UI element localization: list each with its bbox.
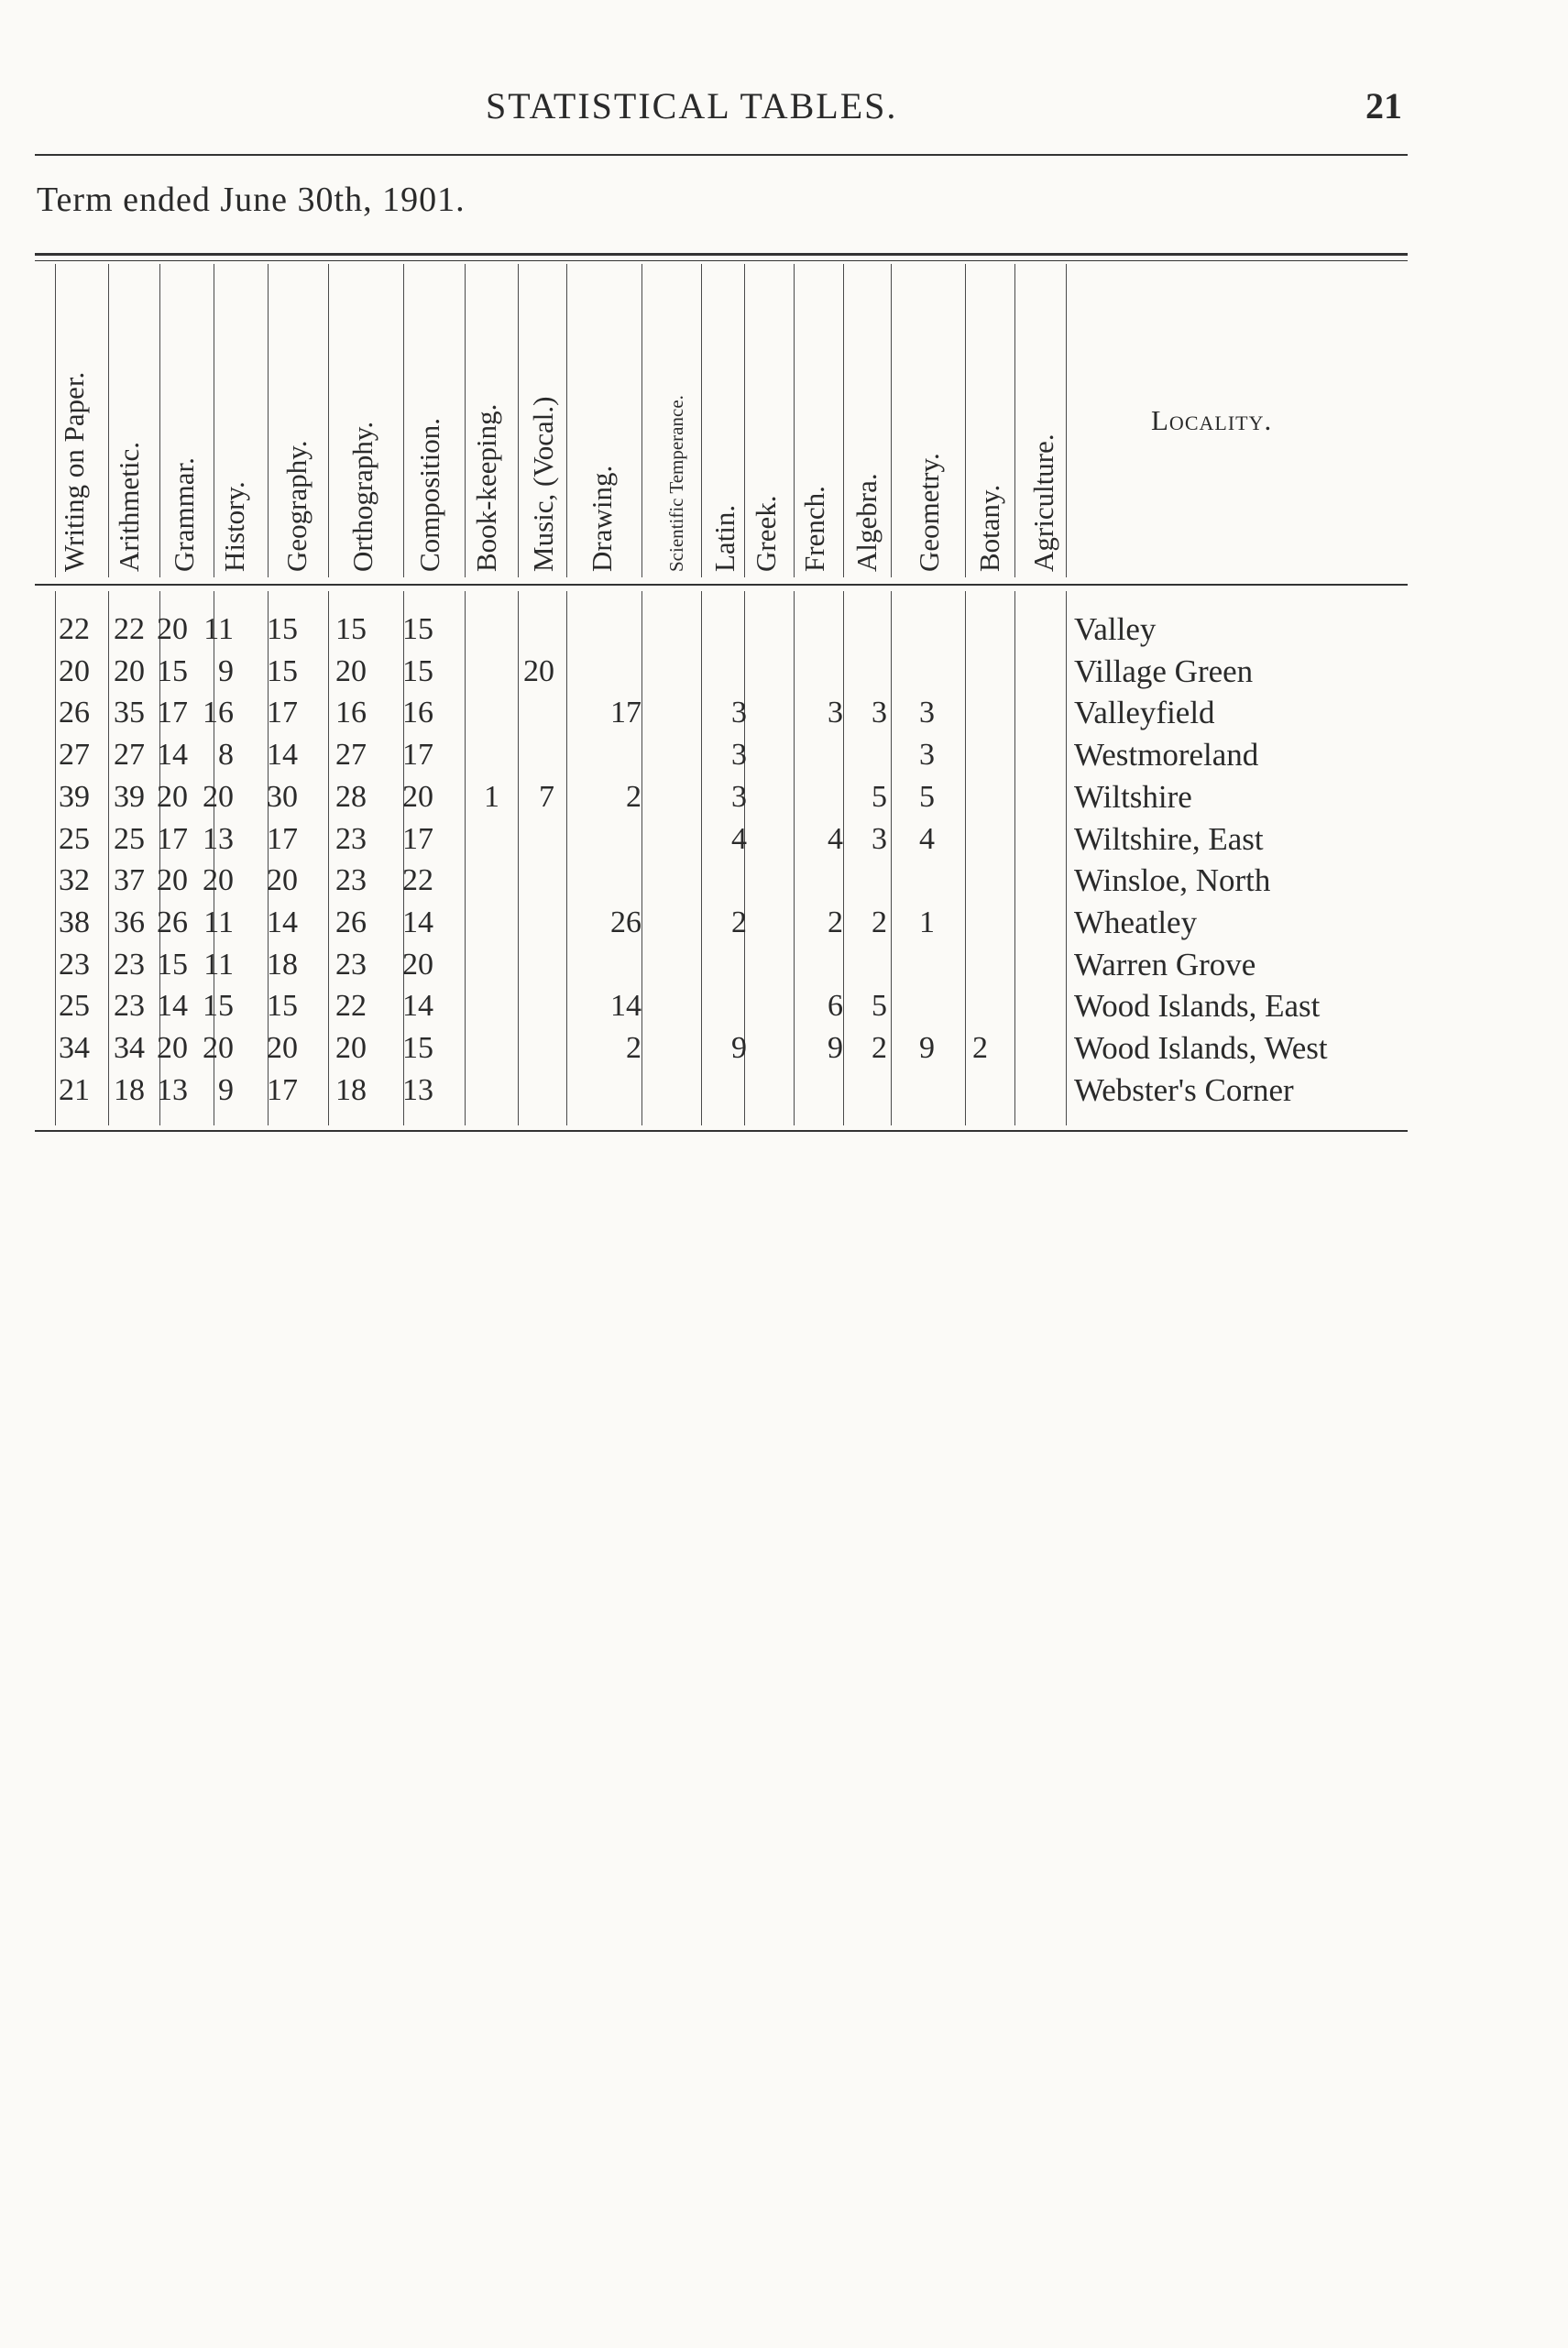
table-cell: 15 <box>402 1031 433 1065</box>
header-column-divider <box>1066 264 1067 577</box>
header-column-divider <box>744 264 745 577</box>
body-column-divider <box>1014 591 1015 1125</box>
column-header: Geography. <box>280 440 313 572</box>
table-cell: 1 <box>919 905 935 939</box>
table-cell: 23 <box>335 947 367 982</box>
table-cell: 4 <box>731 821 747 856</box>
table-cell: 20 <box>203 1031 234 1065</box>
table-cell: 27 <box>114 738 145 773</box>
column-header: Orthography. <box>345 421 378 572</box>
table-cell: 26 <box>59 696 90 730</box>
page-number: 21 <box>1365 85 1402 126</box>
table-cell: 35 <box>114 696 145 730</box>
table-cell: 7 <box>539 779 554 814</box>
table-cell: 2 <box>872 1031 887 1065</box>
table-cell: 17 <box>402 738 433 773</box>
column-header: Composition. <box>412 418 445 572</box>
table-cell: 9 <box>919 1031 935 1065</box>
table-cell: 1 <box>484 779 499 814</box>
table-cell: 23 <box>114 947 145 982</box>
table-cell: 14 <box>610 989 641 1024</box>
locality-cell: Village Green <box>1074 653 1254 689</box>
locality-cell: Wiltshire <box>1074 778 1192 815</box>
table-cell: 11 <box>203 947 234 982</box>
header-column-divider <box>108 264 109 577</box>
body-column-divider <box>1066 591 1067 1125</box>
table-cell: 28 <box>335 779 367 814</box>
locality-cell: Warren Grove <box>1074 946 1256 982</box>
table-cell: 9 <box>731 1031 747 1065</box>
table-cell: 25 <box>59 821 90 856</box>
table-cell: 2 <box>828 905 843 939</box>
table-cell: 26 <box>157 905 188 939</box>
table-cell: 20 <box>157 863 188 898</box>
header-column-divider <box>518 264 519 577</box>
table-cell: 15 <box>267 989 298 1024</box>
table-cell: 15 <box>203 989 234 1024</box>
header-column-divider <box>566 264 567 577</box>
table-cell: 26 <box>610 905 641 939</box>
table-cell: 14 <box>402 905 433 939</box>
table-cell: 20 <box>157 1031 188 1065</box>
table-cell: 17 <box>157 821 188 856</box>
column-header: Agriculture. <box>1026 433 1059 572</box>
table-cell: 3 <box>731 779 747 814</box>
table-cell: 2 <box>731 905 747 939</box>
locality-cell: Webster's Corner <box>1074 1071 1294 1108</box>
header-column-divider <box>159 264 160 577</box>
table-cell: 20 <box>203 863 234 898</box>
header-column-divider <box>403 264 404 577</box>
table-cell: 20 <box>203 779 234 814</box>
header-column-divider <box>843 264 844 577</box>
table-cell: 3 <box>731 696 747 730</box>
table-cell: 27 <box>59 738 90 773</box>
table-cell: 14 <box>267 738 298 773</box>
body-column-divider <box>566 591 567 1125</box>
table-cell: 20 <box>267 1031 298 1065</box>
locality-cell: Valleyfield <box>1074 695 1215 731</box>
table-cell: 3 <box>919 696 935 730</box>
table-cell: 18 <box>335 1072 367 1107</box>
table-cell: 3 <box>828 696 843 730</box>
column-header: History. <box>217 481 250 572</box>
table-cell: 4 <box>919 821 935 856</box>
table-cell: 17 <box>267 1072 298 1107</box>
table-cell: 20 <box>267 863 298 898</box>
table-cell: 5 <box>872 989 887 1024</box>
locality-cell: Winsloe, North <box>1074 862 1271 899</box>
table-cell: 37 <box>114 863 145 898</box>
table-cell: 16 <box>203 696 234 730</box>
column-header: French. <box>797 486 830 572</box>
table-cell: 20 <box>402 947 433 982</box>
table-cell: 13 <box>203 821 234 856</box>
table-cell: 23 <box>335 863 367 898</box>
table-cell: 39 <box>114 779 145 814</box>
table-cell: 25 <box>114 821 145 856</box>
table-cell: 20 <box>59 653 90 688</box>
table-cell: 2 <box>872 905 887 939</box>
table-cell: 20 <box>157 612 188 646</box>
column-header: Geometry. <box>912 453 945 572</box>
column-header: Writing on Paper. <box>57 371 90 572</box>
table-cell: 39 <box>59 779 90 814</box>
column-header: Botany. <box>972 484 1005 572</box>
header-bottom-rule <box>35 584 1408 586</box>
table-cell: 22 <box>114 612 145 646</box>
table-cell: 11 <box>203 905 234 939</box>
table-cell: 15 <box>157 653 188 688</box>
table-top-rule <box>35 253 1408 256</box>
table-cell: 17 <box>267 696 298 730</box>
column-header: Grammar. <box>167 457 200 572</box>
table-cell: 20 <box>523 653 554 688</box>
table-cell: 20 <box>114 653 145 688</box>
table-cell: 6 <box>828 989 843 1024</box>
table-cell: 15 <box>267 653 298 688</box>
locality-cell: Westmoreland <box>1074 737 1259 774</box>
table-cell: 16 <box>402 696 433 730</box>
table-cell: 5 <box>872 779 887 814</box>
table-cell: 17 <box>267 821 298 856</box>
table-cell: 14 <box>402 989 433 1024</box>
table-cell: 30 <box>267 779 298 814</box>
table-cell: 20 <box>402 779 433 814</box>
column-header: Latin. <box>707 504 740 572</box>
table-cell: 27 <box>335 738 367 773</box>
table-cell: 22 <box>59 612 90 646</box>
table-cell: 15 <box>402 653 433 688</box>
table-cell: 23 <box>114 989 145 1024</box>
column-header: Music, (Vocal.) <box>526 396 559 572</box>
table-cell: 17 <box>402 821 433 856</box>
header-column-divider <box>891 264 892 577</box>
table-bottom-rule <box>35 1130 1408 1132</box>
column-header: Book-keeping. <box>469 403 502 572</box>
table-cell: 13 <box>157 1072 188 1107</box>
table-cell: 16 <box>335 696 367 730</box>
table-cell: 15 <box>267 612 298 646</box>
table-cell: 34 <box>59 1031 90 1065</box>
header-column-divider <box>55 264 56 577</box>
column-header: Greek. <box>749 495 782 572</box>
table-cell: 9 <box>218 1072 234 1107</box>
locality-cell: Wiltshire, East <box>1074 820 1264 857</box>
table-cell: 4 <box>828 821 843 856</box>
table-cell: 15 <box>335 612 367 646</box>
table-cell: 17 <box>157 696 188 730</box>
locality-cell: Wheatley <box>1074 904 1198 940</box>
table-cell: 17 <box>610 696 641 730</box>
table-cell: 9 <box>218 653 234 688</box>
header-column-divider <box>328 264 329 577</box>
table-cell: 3 <box>919 738 935 773</box>
header-column-divider <box>965 264 966 577</box>
table-cell: 2 <box>626 779 641 814</box>
table-cell: 11 <box>203 612 234 646</box>
table-cell: 14 <box>157 989 188 1024</box>
body-column-divider <box>465 591 466 1125</box>
table-cell: 34 <box>114 1031 145 1065</box>
table-cell: 36 <box>114 905 145 939</box>
table-cell: 9 <box>828 1031 843 1065</box>
table-cell: 23 <box>335 821 367 856</box>
locality-column-header: Locality. <box>1151 404 1273 436</box>
table-cell: 3 <box>872 821 887 856</box>
running-title: STATISTICAL TABLES. <box>486 85 898 126</box>
table-cell: 38 <box>59 905 90 939</box>
table-cell: 8 <box>218 738 234 773</box>
table-cell: 18 <box>267 947 298 982</box>
table-cell: 22 <box>402 863 433 898</box>
term-caption: Term ended June 30th, 1901. <box>37 181 466 219</box>
column-header: Arithmetic. <box>112 441 145 572</box>
table-cell: 23 <box>59 947 90 982</box>
header-column-divider <box>701 264 702 577</box>
table-cell: 18 <box>114 1072 145 1107</box>
table-cell: 20 <box>335 653 367 688</box>
header-column-divider <box>641 264 642 577</box>
header-column-divider <box>268 264 269 577</box>
table-cell: 3 <box>731 738 747 773</box>
header-column-divider <box>1014 264 1015 577</box>
table-cell: 5 <box>919 779 935 814</box>
table-cell: 15 <box>402 612 433 646</box>
table-cell: 14 <box>267 905 298 939</box>
header-column-divider <box>794 264 795 577</box>
table-cell: 32 <box>59 863 90 898</box>
locality-cell: Wood Islands, West <box>1074 1030 1328 1066</box>
column-header: Drawing. <box>585 465 618 572</box>
column-header: Scientific Temperance. <box>664 395 687 572</box>
locality-cell: Wood Islands, East <box>1074 988 1321 1025</box>
table-cell: 15 <box>157 947 188 982</box>
header-column-divider <box>465 264 466 577</box>
table-cell: 2 <box>626 1031 641 1065</box>
table-cell: 13 <box>402 1072 433 1107</box>
table-cell: 20 <box>335 1031 367 1065</box>
table-cell: 25 <box>59 989 90 1024</box>
column-header: Algebra. <box>850 473 883 572</box>
table-cell: 3 <box>872 696 887 730</box>
table-top-rule-thin <box>35 260 1408 261</box>
table-cell: 21 <box>59 1072 90 1107</box>
table-cell: 14 <box>157 738 188 773</box>
body-column-divider <box>641 591 642 1125</box>
table-cell: 22 <box>335 989 367 1024</box>
table-cell: 2 <box>972 1031 988 1065</box>
table-cell: 26 <box>335 905 367 939</box>
table-cell: 20 <box>157 779 188 814</box>
locality-cell: Valley <box>1074 611 1157 647</box>
